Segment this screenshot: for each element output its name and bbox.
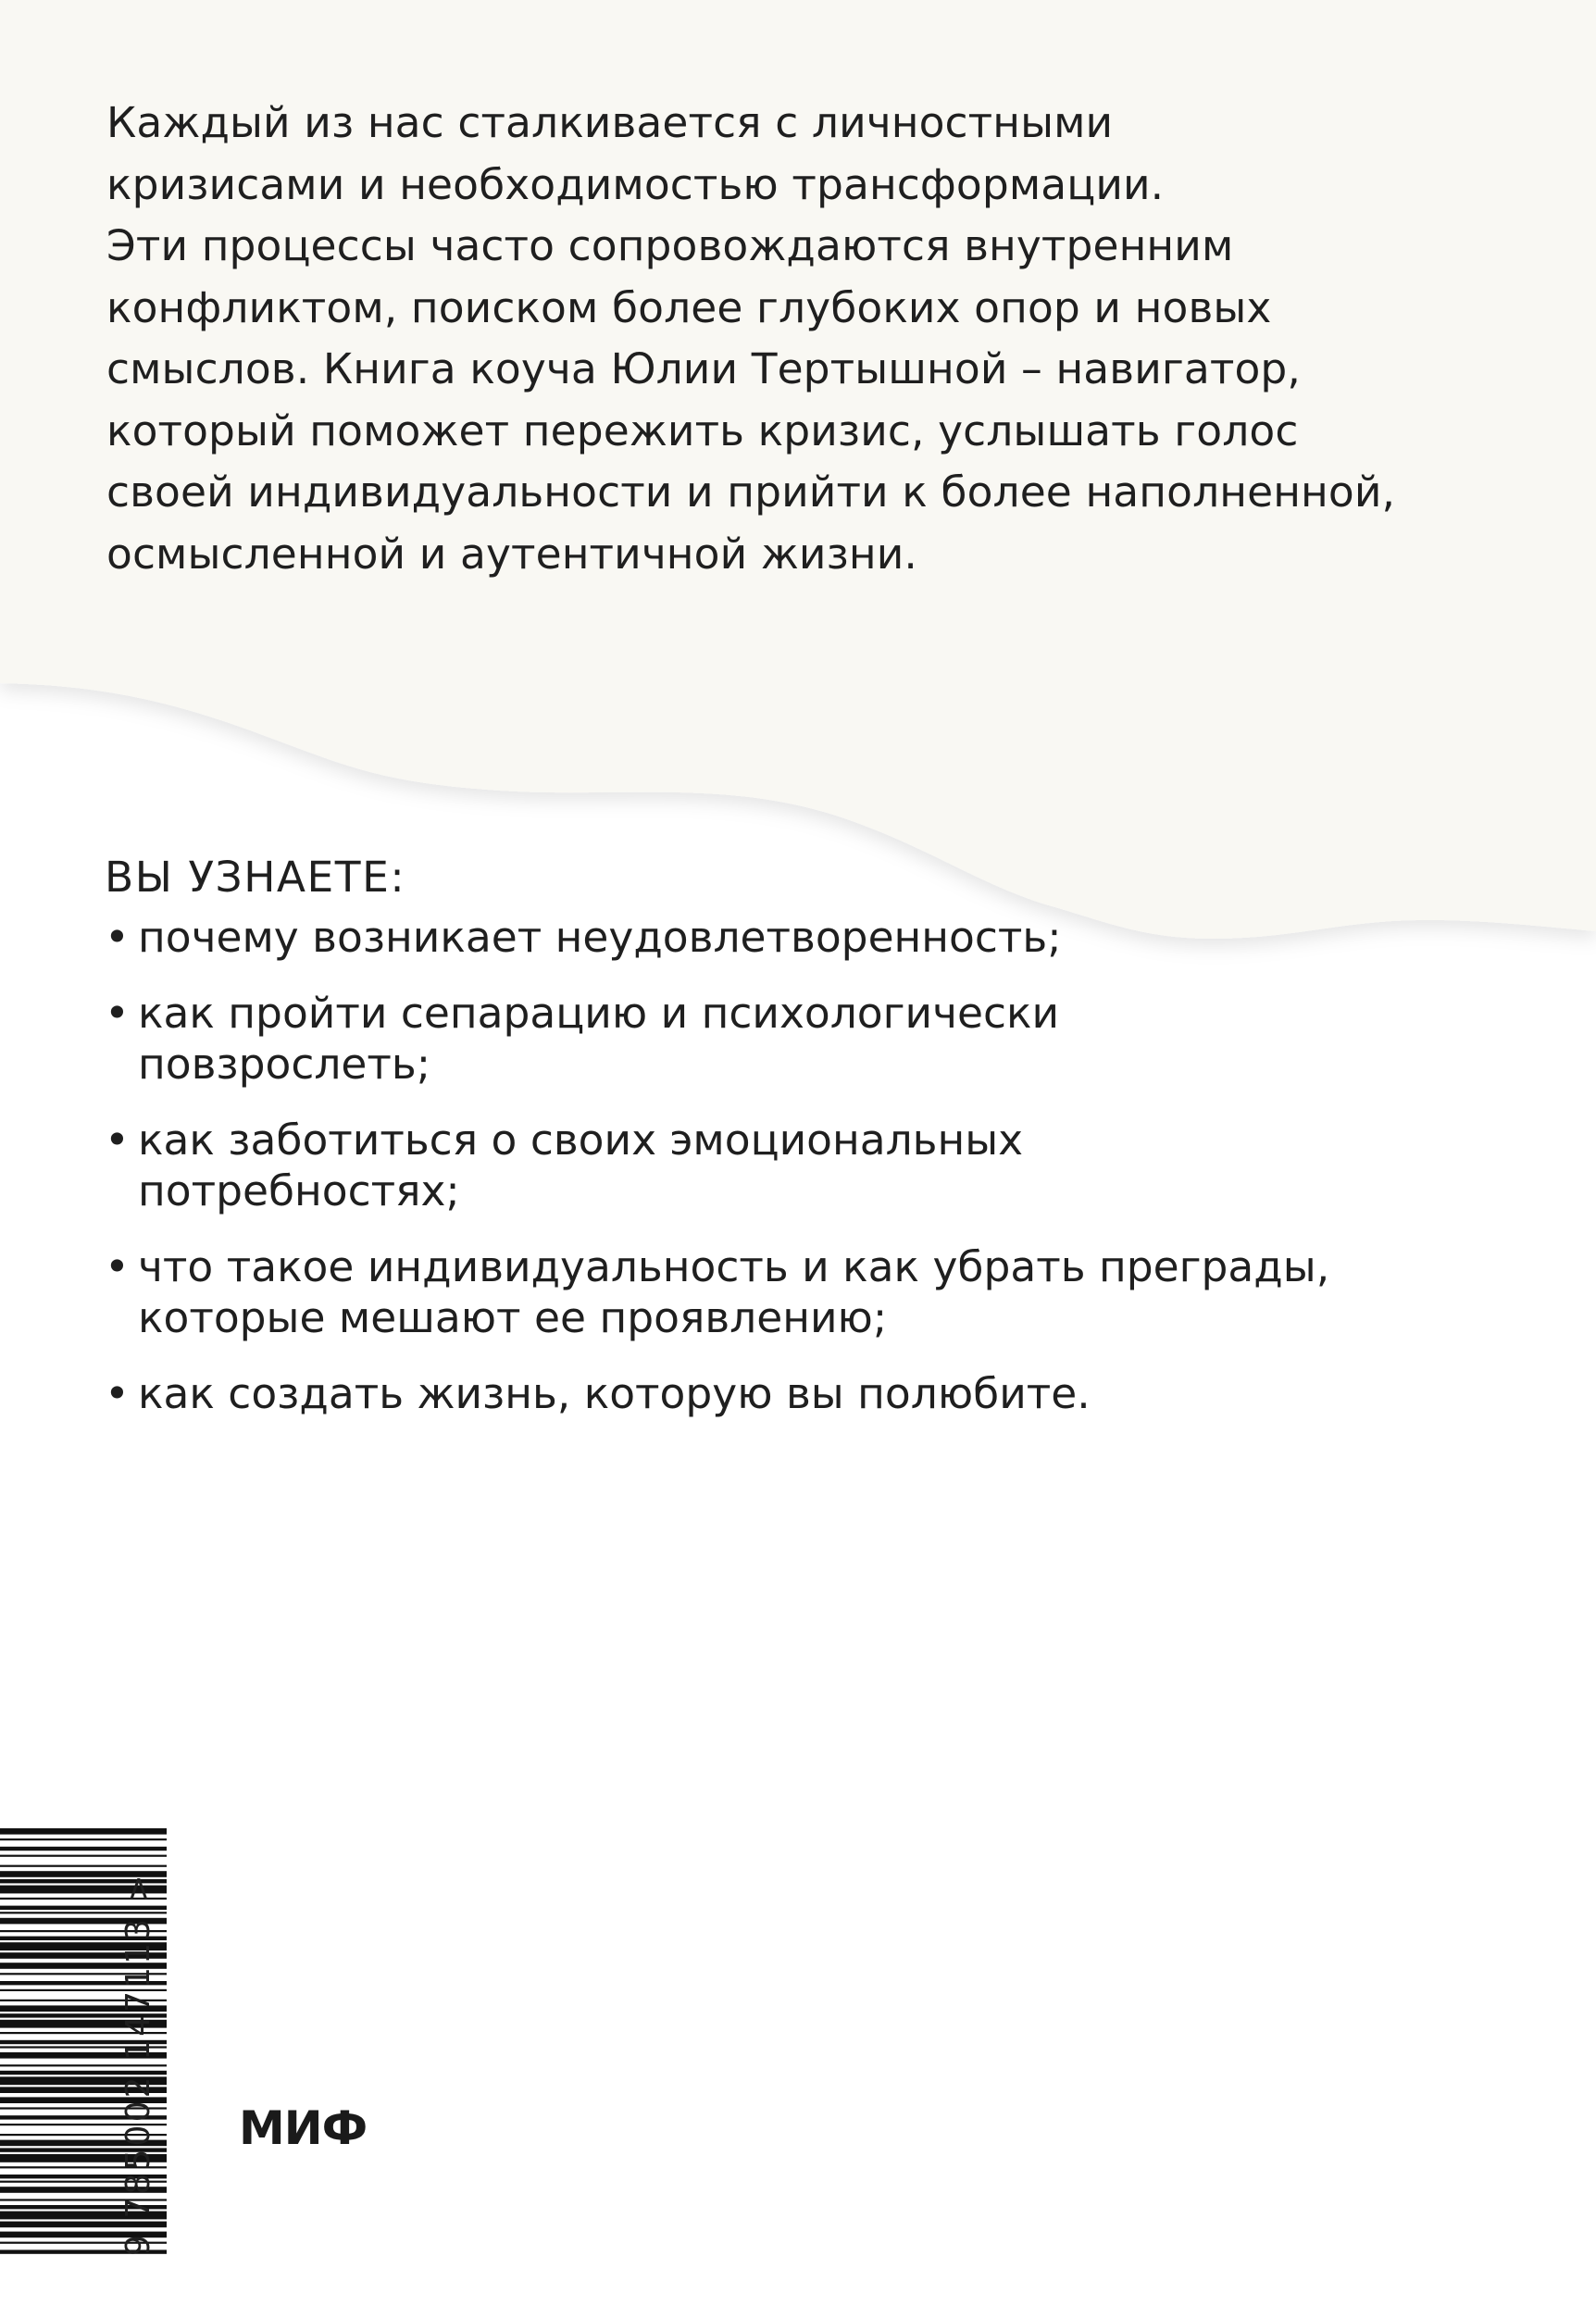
bullet-line: потребностях; bbox=[138, 1166, 460, 1215]
intro-line: своей индивидуальности и прийти к более наполненной, bbox=[106, 467, 1396, 517]
bullet-item bbox=[105, 988, 1549, 1090]
bullet-item bbox=[105, 912, 1549, 963]
bullet-line: которые мешают ее проявлению; bbox=[138, 1293, 888, 1342]
bullet-line: как создать жизнь, которую вы полюбите. bbox=[138, 1369, 1091, 1418]
bullet-line: как заботиться о своих эмоциональных bbox=[138, 1115, 1024, 1165]
bullet-text bbox=[138, 1241, 1329, 1343]
bullet-line: что такое индивидуальность и как убрать преграды, bbox=[138, 1242, 1330, 1291]
intro-line: который поможет пережить кризис, услышать голос bbox=[106, 405, 1299, 455]
intro-line: осмысленной и аутентичной жизни. bbox=[106, 529, 917, 579]
bullet-text bbox=[138, 1115, 1023, 1216]
bullet-dot-icon: • bbox=[105, 1115, 130, 1165]
bullet-item bbox=[105, 1368, 1549, 1419]
learn-heading: ВЫ УЗНАЕТЕ: bbox=[105, 853, 406, 902]
bullet-text bbox=[138, 912, 1062, 963]
intro-line: конфликтом, поиском более глубоких опор и новых bbox=[106, 282, 1272, 332]
intro-paragraph bbox=[106, 93, 1532, 585]
intro-line: Эти процессы часто сопровождаются внутренним bbox=[106, 221, 1234, 270]
bullet-text bbox=[138, 988, 1059, 1090]
bullet-text bbox=[138, 1368, 1091, 1419]
bullet-dot-icon: • bbox=[105, 989, 130, 1038]
bullet-item bbox=[105, 1241, 1549, 1343]
bullet-line: повзрослеть; bbox=[138, 1040, 431, 1089]
publisher-logo: МИФ bbox=[239, 2101, 368, 2155]
barcode-digits: 9 785002 147113 > bbox=[119, 1872, 157, 2256]
bullet-dot-icon: • bbox=[105, 913, 130, 962]
bullet-dot-icon: • bbox=[105, 1242, 130, 1291]
learn-bullet-list bbox=[105, 912, 1549, 1444]
intro-line: смыслов. Книга коуча Юлии Тертышной – навигатор, bbox=[106, 344, 1301, 393]
bullet-dot-icon: • bbox=[105, 1369, 130, 1418]
intro-line: Каждый из нас сталкивается с личностными bbox=[106, 98, 1114, 147]
intro-line: кризисами и необходимостью трансформации. bbox=[106, 159, 1165, 209]
bullet-line: как пройти сепарацию и психологически bbox=[138, 989, 1060, 1038]
bullet-item bbox=[105, 1115, 1549, 1216]
bullet-line: почему возникает неудовлетворенность; bbox=[138, 913, 1062, 962]
